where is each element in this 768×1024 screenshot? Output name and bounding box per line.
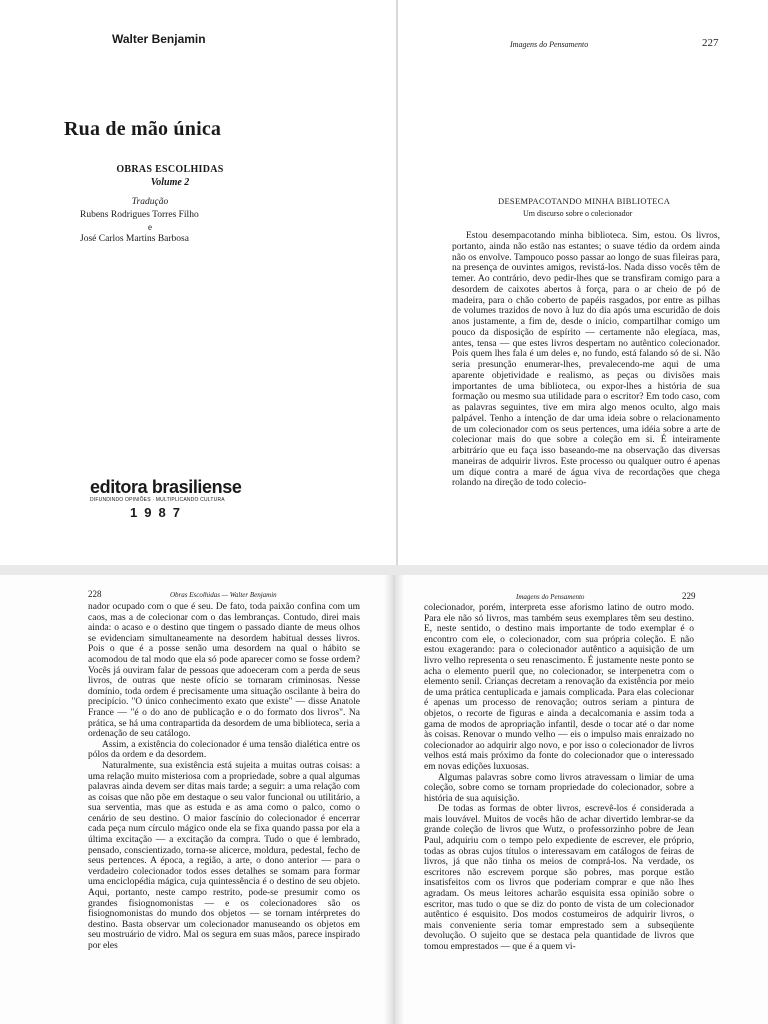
bottom-spread (0, 575, 768, 1024)
publication-year: 1987 (130, 505, 187, 520)
paragraph: colecionador, porém, interpreta esse aforismo latino de outro modo. Para ele não só livros, mas também seus exemplares têm seu destino. E, neste sentido, o destino mais importante de todo exemplar é o encontro com ele, o colecionador, com sua própria coleção. E não estou exagerando: para o colecionador autêntico a aquisição de um livro velho representa o seu renascimento. É justamente neste ponto se acha o elemento pueril que, no colecionador, se interpenetra com o elemento senil. Crianças decretam a renovação da existência por meio de uma prática centuplicada e jamais complicada. Para elas colecionar é apenas um processo de renovação; outros seriam a pintura de objetos, o recorte de figuras e ainda a decalcomania e assim toda a gama de modos de apropriação infantil, desde o tocar até o dar nome às coisas. Renovar o mundo velho — eis o impulso mais enraizado no colecionador ao adquirir algo novo, e por isso o colecionador de livros velhos está mais próximo da fonte do colecionador que o interessado em novas edições luxuosas. (424, 603, 694, 772)
paragraph: Naturalmente, sua existência está sujeita a muitas outras coisas: a uma relação muito misteriosa com a propriedade, sobre a qual algumas palavras ainda devem ser ditas mais tarde; a seguir: a uma relação com as coisas que não põe em destaque o seu valor funcional ou utilitário, a sua serventia, mas que as estuda e as ama como o palco, como o cenário de seu destino. O maior fascínio do colecionador é encerrar cada peça num círculo mágico onde ela se fixa quando passa por ela a última excitação — a excitação da compra. Tudo o que é lembrado, pensado, conscientizado, torna-se alicerce, moldura, pedestal, fecho de seus pertences. A época, a região, a arte, o dono anterior — para o verdadeiro colecionador todos esses detalhes se somam para formar uma enciclopédia mágica, cuja quintessência é o destino de seu objeto. Aqui, portanto, neste campo restrito, pode-se presumir como os grandes fisiognomonistas — e os colecionadores são os fisiognomonistas do mundo dos objetos — se tornam intérpretes do destino. Basta observar um colecionador manuseando os objetos em seu mostruário de vidro. Mal os segura em suas mãos, parece inspirado por eles (88, 760, 360, 951)
page-number: 228 (88, 589, 102, 599)
series-title: OBRAS ESCOLHIDAS (116, 164, 224, 175)
running-head: Imagens do Pensamento (516, 593, 585, 601)
section-title: DESEMPACOTANDO MINHA BIBLIOTECA (498, 196, 671, 206)
publisher-tagline: DIFUNDINDO OPINIÕES · MULTIPLICANDO CULTURA (90, 497, 225, 503)
paragraph: Assim, a existência do colecionador é uma tensão dialética entre os pólos da ordem e da desordem. (88, 739, 360, 761)
paragraph: De todas as formas de obter livros, escrevê-los é considerada a mais louvável. Muitos de vocês hão de achar divertido lembrar-se da grande coleção de livros que Wutz, o professorzinho pobre de Jean Paul, adquiriu com o tempo pelo expediente de escrever, ele próprio, todas as obras cujos títulos o interessavam em catálogos de feiras de livros, já que não tinha os meios de comprá-los. Na verdade, os escritores não escrevem porque são pobres, mas porque estão insatisfeitos com os livros que poderiam comprar e que não lhes agradam. Os meus leitores acharão esquisita essa opinião sobre o escritor, mas tudo o que se diz do ponto de vista de um colecionador autêntico é esquisito. Dos modos costumeiros de adquirir livros, o mais conveniente seria tomar emprestado sem a subseqüente devolução. O sujeito que se destaca pela quantidade de livros que tomou emprestados — que é a quem vi- (424, 804, 694, 952)
body-text (88, 602, 360, 952)
running-head: Imagens do Pensamento (510, 40, 589, 49)
page-number: 229 (682, 591, 696, 601)
publisher-logo: editora brasiliense (90, 477, 242, 497)
author-name: Walter Benjamin (112, 32, 206, 46)
body-text (424, 603, 694, 953)
paragraph: Algumas palavras sobre como livros atravessam o limiar de uma coleção, sobre como se tornam propriedade do colecionador, sobre a história de sua aquisição. (424, 772, 694, 804)
page-gutter (396, 0, 398, 565)
conjunction: e (148, 222, 152, 232)
page-gutter (384, 575, 404, 1024)
book-title: Rua de mão única (64, 118, 222, 140)
volume-label: Volume 2 (150, 177, 190, 188)
paragraph: nador ocupado com o que é seu. De fato, toda paixão confina com um caos, mas a de colecionar com o das lembranças. Contudo, direi mais ainda: o acaso e o destino que tingem o passado diante de meus olhos se evidenciam simultaneamente na desordem habitual desses livros. Pois o que é a posse senão uma desordem na qual o hábito se acomodou de tal modo que ela só pode aparecer como se fosse ordem? Vocês já ouviram falar de pessoas que adoeceram com a perda de seus livros, de outras que neste ofício se tornaram criminosas. Nesse domínio, toda ordem é precisamente uma situação oscilante à beira do precipício. "O único conhecimento exato que existe" — disse Anatole France — "é o do ano de publicação e o do formato dos livros". Na prática, se há uma contrapartida da desordem de uma biblioteca, seria a ordenação de seu catálogo. (88, 602, 360, 740)
scan-divider (0, 565, 768, 575)
body-text: Estou desempacotando minha biblioteca. Sim, estou. Os livros, portanto, ainda não estão nas estantes; o suave tédio da ordem ainda não os envolve. Tampouco posso passar ao longo de suas fileiras para, na presença de ouvintes amigos, revistá-los. Nada disso vocês têm de temer. Ao contrário, devo pedir-lhes que se transfiram comigo para a desordem de caixotes abertos à força, para o ar cheio de pó de madeira, para o chão coberto de papéis rasgados, por entre as pilhas de volumes trazidos de novo à luz do dia após uma escuridão de dois anos justamente, a fim de, desde o início, compartilhar comigo um pouco da disposição de espírito — certamente não elegíaca, mas, antes, tensa — que estes livros despertam no autêntico colecionador. Pois quem lhes fala é um deles e, no fundo, está falando só de si. Não seria presunção enumerar-lhes, prevalecendo-me aqui de uma aparente objetividade e realismo, as peças ou divisões mais importantes de uma biblioteca, ou expor-lhes a história de sua formação ou mesmo sua utilidade para o escritor? Em todo caso, com as palavras seguintes, tive em mira algo menos oculto, algo mais palpável. Tenho a intenção de dar uma ideia sobre o relacionamento de um colecionador com os seus pertences, uma idéia sobre a arte de colecionar mais do que sobre a coleção em si. É inteiramente arbitrário que eu faça isso baseando-me na observação das diversas maneiras de adquirir livros. Este processo ou qualquer outro é apenas um dique contra a maré de água viva de recordações que chega rolando na direção de todo colecio- (452, 231, 720, 489)
page-number: 227 (702, 37, 719, 49)
translator-name: Rubens Rodrigues Torres Filho (80, 210, 199, 220)
running-head: Obras Escolhidas — Walter Benjamin (170, 591, 277, 599)
section-subtitle: Um discurso sobre o colecionador (523, 209, 633, 218)
translation-label: Tradução (131, 197, 169, 207)
translator-name: José Carlos Martins Barbosa (80, 234, 189, 244)
